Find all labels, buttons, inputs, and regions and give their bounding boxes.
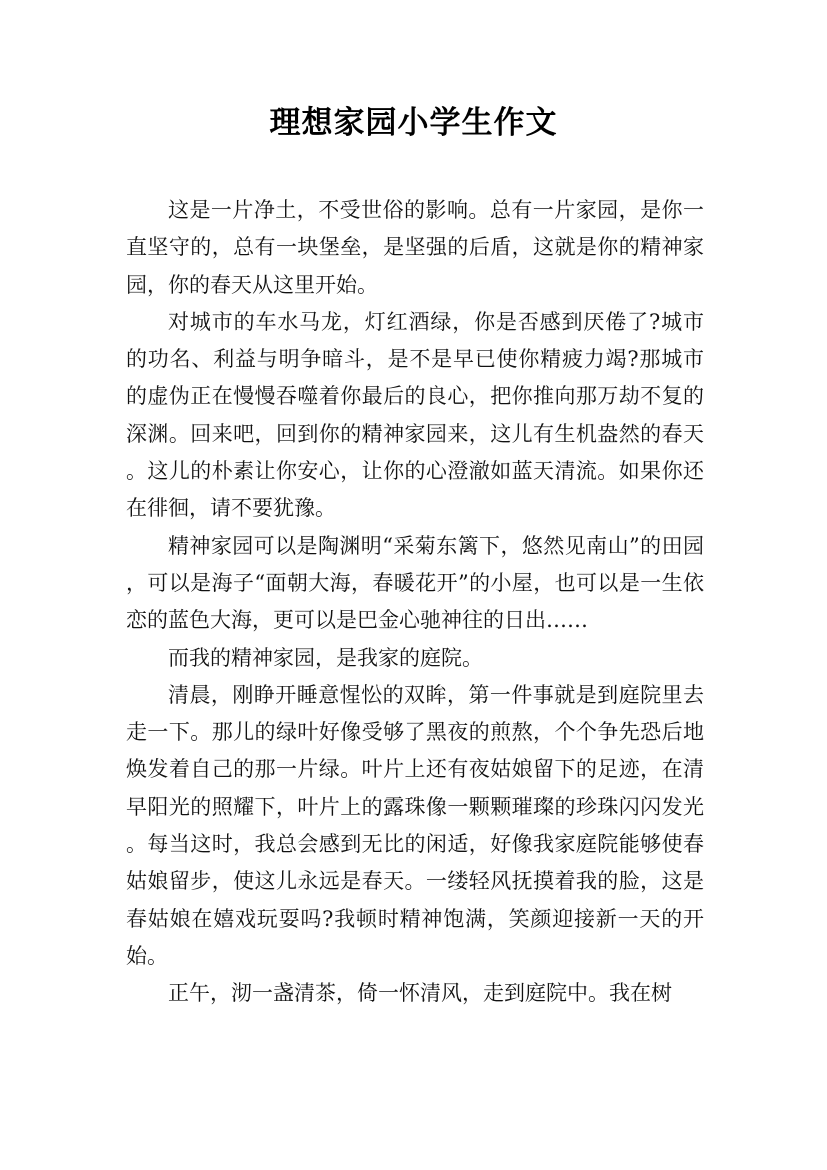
paragraph: 正午，沏一盏清茶，倚一怀清风，走到庭院中。我在树 [168, 981, 672, 1006]
paragraph: 清晨，刚睁开睡意惺忪的双眸，第一件事就是到庭院里去走一下。那儿的绿叶好像受够了黑夜的煎熬，个个争先恐后地焕发着自己的那一片绿。叶片上还有夜姑娘留下的足迹，在清早阳光的照耀下，叶片上的露珠像一颗颗璀璨的珍珠闪闪发光。每当这时，我总会感到无比的闲适，好像我家庭院能够使春姑娘留步，使这儿永远是春天。一缕轻风抚摸着我的脸，这是春姑娘在嬉戏玩耍吗?我顿时精神饱满，笑颜迎接新一天的开始。 [126, 682, 704, 968]
paragraph: 对城市的车水马龙，灯红酒绿，你是否感到厌倦了?城市的功名、利益与明争暗斗，是不是早已使你精疲力竭?那城市的虚伪正在慢慢吞噬着你最后的良心，把你推向那万劫不复的深渊。回来吧，回到你的精神家园来，这儿有生机盎然的春天。这儿的朴素让你安心，让你的心澄澈如蓝天清流。如果你还在徘徊，请不要犹豫。 [126, 309, 704, 521]
paragraph: 而我的精神家园，是我家的庭院。 [168, 645, 483, 670]
paragraph: 这是一片净土，不受世俗的影响。总有一片家园，是你一直坚守的，总有一块堡垒，是坚强的后盾，这就是你的精神家园，你的春天从这里开始。 [126, 198, 704, 297]
document-title: 理想家园小学生作文 [269, 105, 558, 141]
document-body [126, 192, 704, 1013]
paragraph: 精神家园可以是陶渊明“采菊东篱下，悠然见南山”的田园，可以是海子“面朝大海，春暖花开”的小屋，也可以是一生依恋的蓝色大海，更可以是巴金心驰神往的日出…… [126, 533, 704, 633]
